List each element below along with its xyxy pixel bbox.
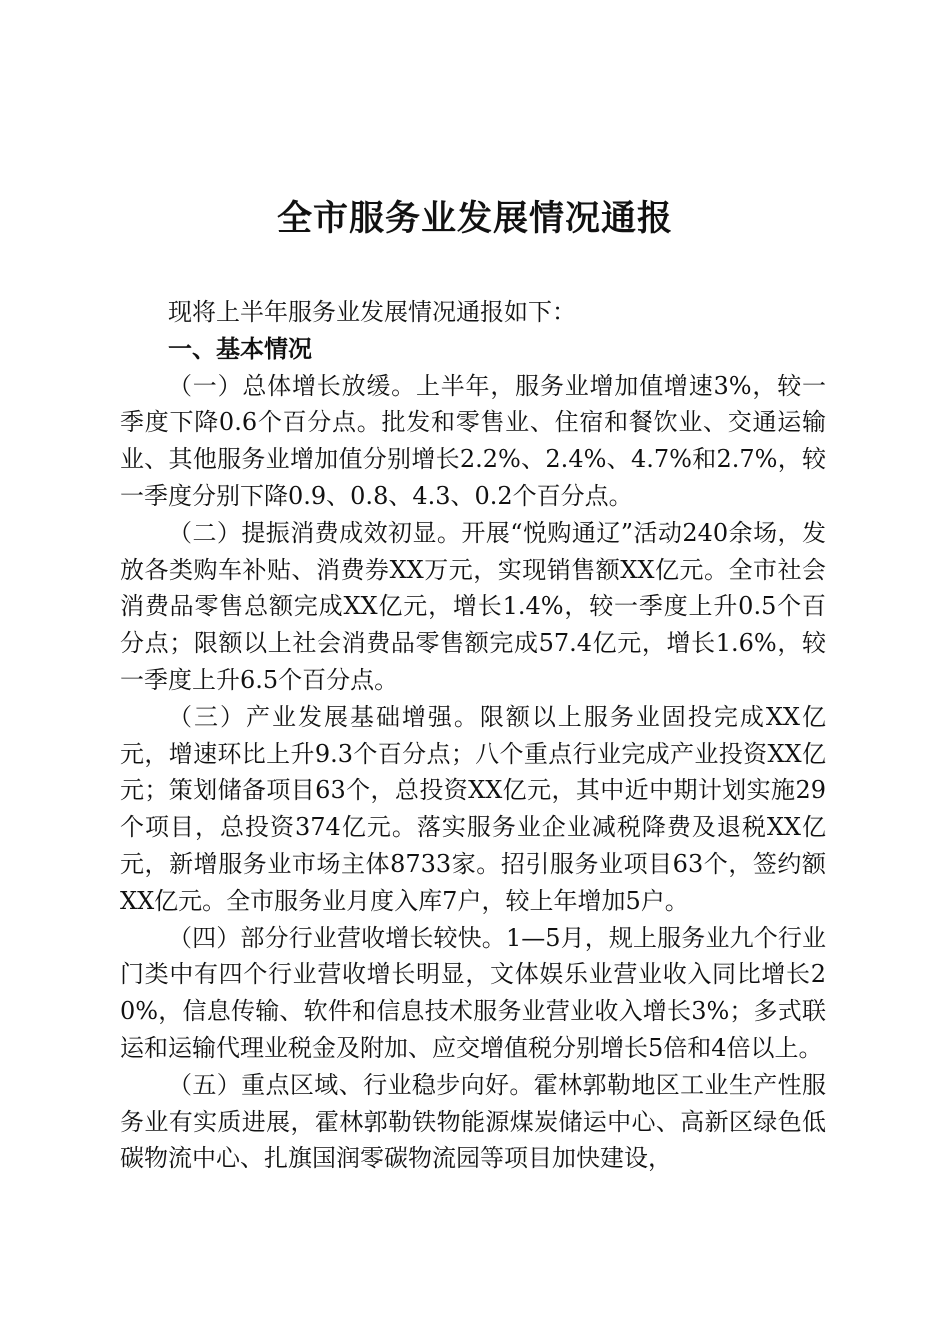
paragraph-lead: （四）部分行业营收增长较快。: [168, 923, 506, 952]
document-body: [120, 294, 826, 1177]
section-heading: 一、基本情况: [168, 334, 312, 363]
paragraph-text: 1—5月，规上服务业九个行业门类中有四个行业营收增长明显，文体娱乐业营业收入同比增长20%，信息传输、软件和信息技术服务业营业收入增长3%；多式联运和运输代理业税金及附加、应交增值税分别增长5倍和4倍以上。: [120, 923, 826, 1062]
paragraph-lead: （二）提振消费成效初显。: [168, 518, 462, 547]
paragraph-lead: （五）重点区域、行业稳步向好。: [168, 1070, 534, 1099]
paragraph-revenue-growth: [120, 920, 826, 1067]
paragraph-text: 开展“悦购通辽”活动240余场，发放各类购车补贴、消费券XX万元，实现销售额XX亿元。全市社会消费品零售总额完成XX亿元，增长1.4%，较一季度上升0.5个百分点；限额以上社会消费品零售额完成57.4亿元，增长1.6%，较一季度上升6.5个百分点。: [120, 518, 826, 694]
paragraph-overall-growth: [120, 368, 826, 515]
paragraph-text: 霍林郭勒地区工业生产性服务业有实质进展，霍林郭勒铁物能源煤炭储运中心、高新区绿色低碳物流中心、扎旗国润零碳物流园等项目加快建设，: [120, 1070, 827, 1173]
paragraph-industry-foundation: [120, 699, 826, 920]
paragraph-lead: （三）产业发展基础增强。: [168, 702, 480, 731]
intro-paragraph: 现将上半年服务业发展情况通报如下：: [168, 298, 576, 326]
document-title: 全市服务业发展情况通报: [276, 198, 673, 239]
paragraph-key-regions: [120, 1067, 826, 1177]
paragraph-consumption: [120, 515, 826, 699]
paragraph-text: 上半年，服务业增加值增速3%，较一季度下降0.6个百分点。批发和零售业、住宿和餐饮业、交通运输业、其他服务业增加值分别增长2.2%、2.4%、4.7%和2.7%，较一季度分别下降0.9、0.8、4.3、0.2个百分点。: [120, 371, 826, 510]
paragraph-lead: （一）总体增长放缓。: [168, 371, 416, 400]
paragraph-text: 限额以上服务业固投完成XX亿元，增速环比上升9.3个百分点；八个重点行业完成产业投资XX亿元；策划储备项目63个，总投资XX亿元，其中近中期计划实施29个项目，总投资374亿元。落实服务业企业减税降费及退税XX亿元，新增服务业市场主体8733家。招引服务业项目63个，签约额XX亿元。全市服务业月度入库7户，较上年增加5户。: [120, 702, 827, 915]
